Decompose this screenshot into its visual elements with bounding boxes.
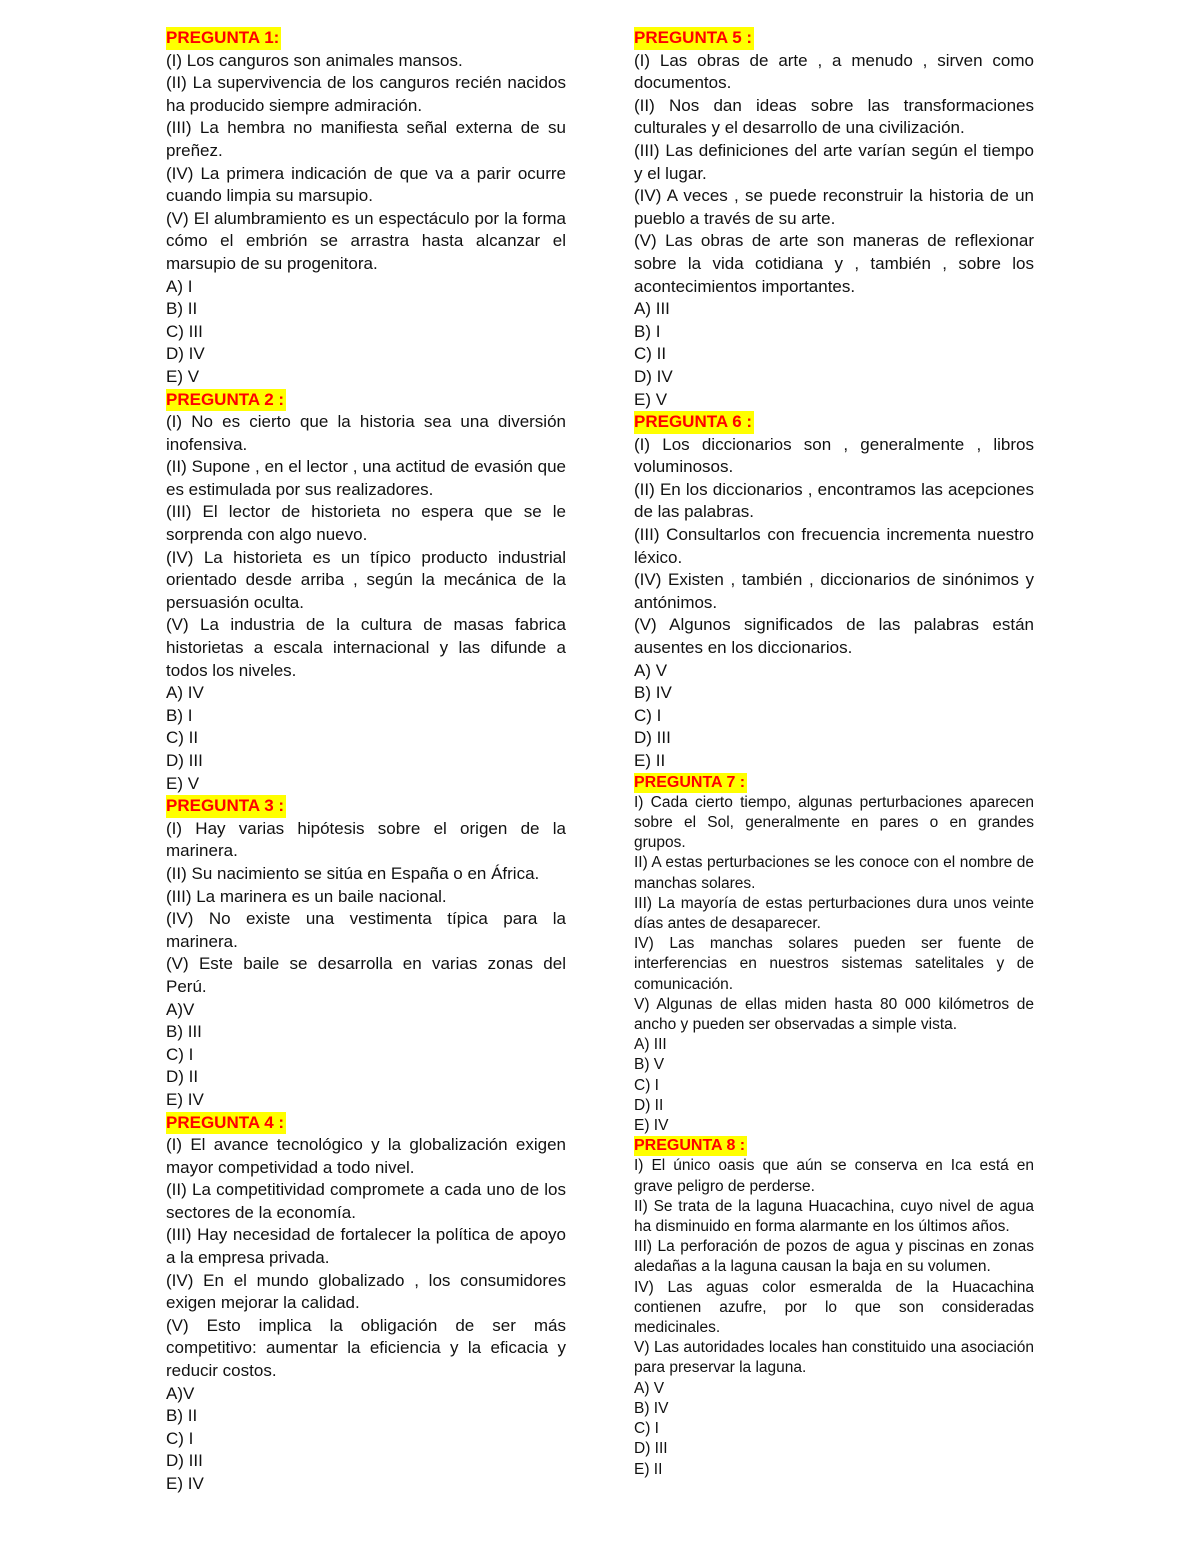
statement: (II) Supone , en el lector , una actitud de evasión que es estimulada por sus realizadores.	[166, 457, 566, 499]
answer-option: C) I	[634, 1076, 659, 1094]
answer-option: E) II	[634, 751, 666, 770]
statement: (IV) No existe una vestimenta típica para la marinera.	[166, 909, 566, 951]
answer-option: E) V	[166, 366, 200, 386]
statement: (I) Los diccionarios son , generalmente , libros voluminosos.	[634, 434, 1034, 477]
statement: (V) Esto implica la obligación de ser más competitivo: aumentar la eficiencia y la eficacia y reducir costos.	[166, 1315, 566, 1381]
question-8	[634, 1136, 1034, 1479]
question-title: PREGUNTA 6 :	[634, 411, 754, 434]
answer-option: D) II	[166, 1067, 199, 1087]
statement: (V) La industria de la cultura de masas fabrica historietas a escala internacional y las difunde a todos los niveles.	[166, 615, 566, 680]
answer-option: A)V	[166, 1383, 195, 1403]
answer-option: C) I	[634, 705, 662, 725]
question-title: PREGUNTA 7 :	[634, 773, 747, 793]
answer-option: E) II	[634, 1460, 663, 1478]
answer-option: D) IV	[634, 366, 673, 386]
statement: (IV) La primera indicación de que va a parir ocurre cuando limpia su marsupio.	[166, 163, 566, 206]
statement: (IV) Existen , también , diccionarios de sinónimos y antónimos.	[634, 570, 1034, 612]
answer-option: C) III	[166, 321, 203, 341]
statement: (II) La supervivencia de los canguros recién nacidos ha producido siempre admiración.	[166, 73, 566, 115]
statement: (V) Las obras de arte son maneras de reflexionar sobre la vida cotidiana y , también , sobre los acontecimientos importantes.	[634, 231, 1034, 296]
answer-option: A) I	[166, 276, 193, 296]
statement: (IV) La historieta es un típico producto industrial orientado desde arriba , según la mecánica de la persuasión oculta.	[166, 547, 566, 612]
question-title: PREGUNTA 5 :	[634, 27, 754, 50]
answer-option: A) III	[634, 1036, 667, 1054]
answer-option: C) I	[166, 1044, 194, 1064]
statement: I) El único oasis que aún se conserva en Ica está en grave peligro de perderse.	[634, 1157, 1034, 1195]
answer-option: D) III	[634, 1440, 668, 1458]
question-2	[166, 389, 566, 796]
statement: (II) La competitividad compromete a cada uno de los sectores de la economía.	[166, 1180, 566, 1222]
statement: (III) La hembra no manifiesta señal externa de su preñez.	[166, 118, 566, 160]
left-column	[166, 27, 566, 1496]
answer-option: E) V	[634, 389, 668, 409]
answer-option: B) III	[166, 1022, 202, 1042]
statement: V) Algunas de ellas miden hasta 80 000 kilómetros de ancho y pueden ser observadas a simple vista.	[634, 995, 1034, 1034]
answer-option: B) II	[166, 1406, 198, 1426]
answer-option: D) III	[166, 1451, 203, 1471]
answer-option: B) I	[634, 321, 661, 341]
statement: III) La mayoría de estas perturbaciones dura unos veinte días antes de desaparecer.	[634, 894, 1034, 933]
answer-option: C) II	[166, 728, 199, 748]
answer-option: A)V	[166, 999, 195, 1019]
statement: (III) La marinera es un baile nacional.	[166, 886, 447, 906]
answer-option: C) II	[634, 344, 667, 364]
answer-option: B) IV	[634, 1399, 669, 1417]
question-title: PREGUNTA 3 :	[166, 795, 286, 818]
statement: (IV) A veces , se puede reconstruir la historia de un pueblo a través de su arte.	[634, 186, 1034, 228]
answer-option: D) III	[166, 751, 203, 770]
statement: (I) Los canguros son animales mansos.	[166, 50, 463, 70]
answer-option: B) II	[166, 299, 198, 319]
statement: (III) El lector de historieta no espera que se le sorprenda con algo nuevo.	[166, 502, 566, 545]
question-title: PREGUNTA 8 :	[634, 1136, 747, 1156]
statement: (IV) En el mundo globalizado , los consumidores exigen mejorar la calidad.	[166, 1270, 566, 1313]
answer-option: B) IV	[634, 683, 672, 703]
statement: (V) Este baile se desarrolla en varias zonas del Perú.	[166, 954, 566, 996]
question-6	[634, 411, 1034, 773]
answer-option: D) IV	[166, 344, 205, 364]
statement: (V) El alumbramiento es un espectáculo por la forma cómo el embrión se arrastra hasta alcanzar el marsupio de su progenitora.	[166, 208, 566, 273]
answer-option: E) IV	[166, 1089, 204, 1109]
statement: II) A estas perturbaciones se les conoce con el nombre de manchas solares.	[634, 854, 1034, 892]
answer-option: E) IV	[634, 1117, 669, 1135]
statement: (II) Nos dan ideas sobre las transformaciones culturales y el desarrollo de una civilización.	[634, 95, 1034, 138]
statement: (I) El avance tecnológico y la globalización exigen mayor competividad a todo nivel.	[166, 1135, 566, 1177]
statement: IV) Las manchas solares pueden ser fuente de interferencias en nuestros sistemas satelitales y de comunicación.	[634, 935, 1034, 993]
statement: (II) En los diccionarios , encontramos las acepciones de las palabras.	[634, 479, 1034, 522]
statement: (I) Las obras de arte , a menudo , sirven como documentos.	[634, 50, 1034, 93]
answer-option: E) V	[166, 773, 200, 793]
statement: (III) Las definiciones del arte varían según el tiempo y el lugar.	[634, 140, 1034, 183]
statement: I) Cada cierto tiempo, algunas perturbaciones aparecen sobre el Sol, generalmente en pares o en grandes grupos.	[634, 793, 1034, 852]
statement: (III) Hay necesidad de fortalecer la política de apoyo a la empresa privada.	[166, 1225, 566, 1268]
statement: II) Se trata de la laguna Huacachina, cuyo nivel de agua ha disminuido en forma alarmante en los últimos años.	[634, 1197, 1034, 1236]
answer-option: A) V	[634, 660, 668, 680]
question-3	[166, 795, 566, 1111]
question-5	[634, 27, 1034, 411]
answer-option: A) III	[634, 299, 670, 319]
right-column	[634, 27, 1034, 1480]
statement: (V) Algunos significados de las palabras están ausentes en los diccionarios.	[634, 615, 1034, 658]
question-1	[166, 27, 566, 389]
answer-option: C) I	[634, 1420, 659, 1438]
answer-option: C) I	[166, 1428, 194, 1448]
answer-option: D) III	[634, 728, 671, 748]
answer-option: A) IV	[166, 683, 204, 703]
statement: V) Las autoridades locales han constituido una asociación para preservar la laguna.	[634, 1339, 1034, 1377]
question-title: PREGUNTA 4 :	[166, 1112, 286, 1135]
statement: (II) Su nacimiento se sitúa en España o en África.	[166, 863, 540, 883]
question-title: PREGUNTA 2 :	[166, 389, 286, 412]
question-4	[166, 1112, 566, 1496]
question-7	[634, 773, 1034, 1137]
answer-option: D) II	[634, 1096, 664, 1114]
statement: (I) Hay varias hipótesis sobre el origen de la marinera.	[166, 818, 566, 861]
statement: (I) No es cierto que la historia sea una diversión inofensiva.	[166, 412, 566, 454]
answer-option: B) I	[166, 705, 193, 725]
answer-option: B) V	[634, 1056, 665, 1074]
statement: (III) Consultarlos con frecuencia incrementa nuestro léxico.	[634, 525, 1034, 567]
statement: IV) Las aguas color esmeralda de la Huacachina contienen azufre, por lo que son consideradas medicinales.	[634, 1278, 1034, 1337]
answer-option: A) V	[634, 1379, 665, 1397]
statement: III) La perforación de pozos de agua y piscinas en zonas aledañas a la laguna causan la baja en su volumen.	[634, 1238, 1034, 1276]
answer-option: E) IV	[166, 1474, 204, 1493]
question-title: PREGUNTA 1:	[166, 27, 281, 50]
